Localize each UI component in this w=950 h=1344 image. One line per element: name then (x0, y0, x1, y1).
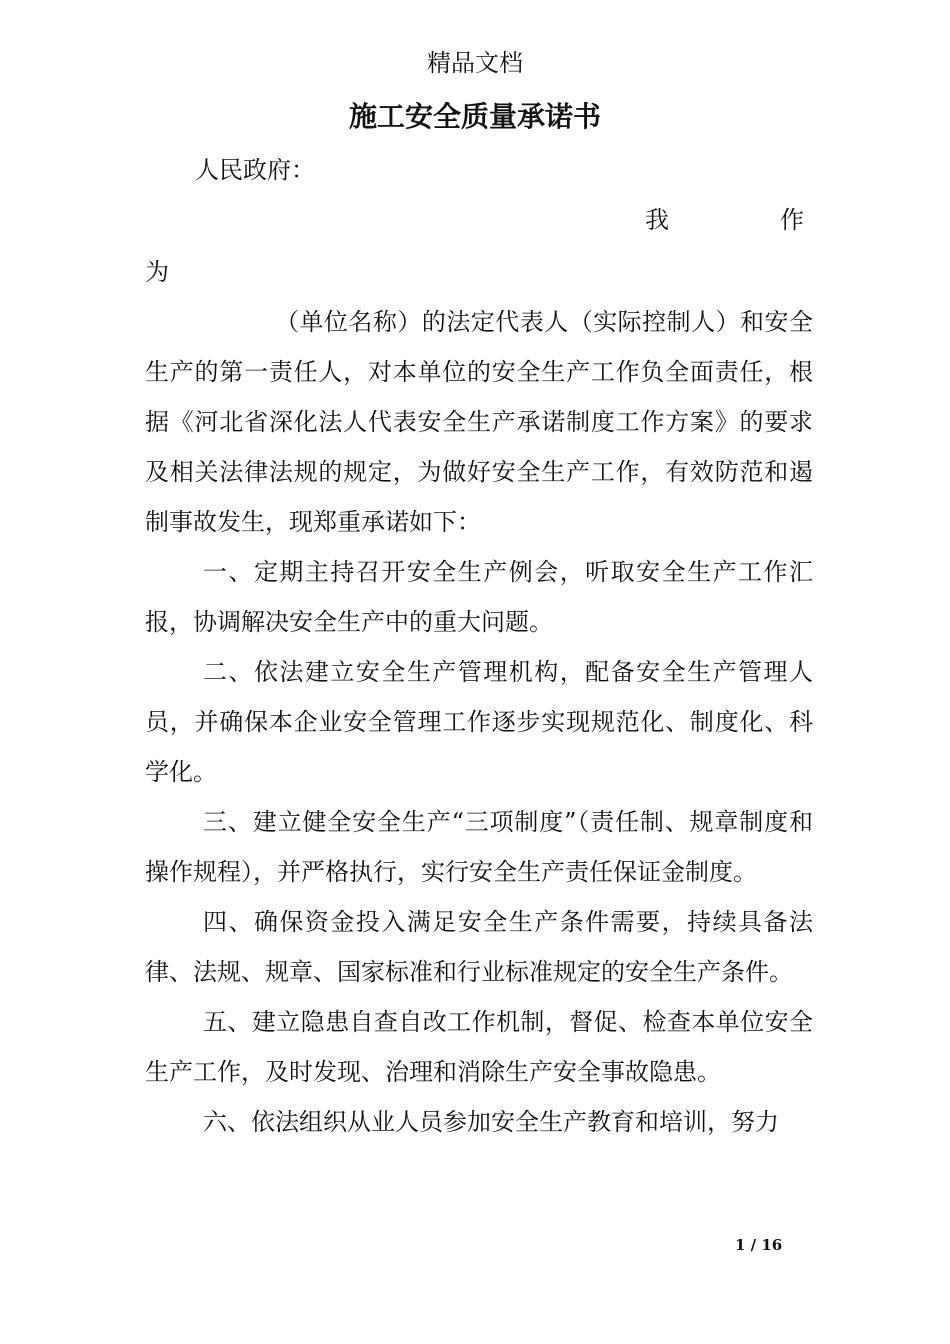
commitment-item-2: 二、依法建立安全生产管理机构，配备安全生产管理人员，并确保本企业安全管理工作逐步实现规范化、制度化、科学化。 (145, 658, 813, 786)
page-number: 1 / 16 (735, 1236, 783, 1254)
salutation: 人民政府： (195, 156, 315, 184)
intro-paragraph (145, 297, 813, 547)
page-header: 精品文档 (427, 49, 523, 77)
commitment-item-4: 四、确保资金投入满足安全生产条件需要，持续具备法律、法规、规章、国家标准和行业标准规定的安全生产条件。 (145, 908, 813, 986)
intro-word-wei: 为 (145, 258, 169, 286)
commitment-item-5: 五、建立隐患自查自改工作机制，督促、检查本单位安全生产工作，及时发现、治理和消除生产安全事故隐患。 (145, 1008, 813, 1086)
document-title: 施工安全质量承诺书 (348, 100, 601, 133)
intro-word-wo: 我 (645, 206, 669, 234)
intro-text: （单位名称）的法定代表人（实际控制人）和安全生产的第一责任人，对本单位的安全生产工作负全面责任，根据《河北省深化法人代表安全生产承诺制度工作方案》的要求及相关法律法规的规定，为做好安全生产工作，有效防范和遏制事故发生，现郑重承诺如下： (145, 308, 813, 536)
commitment-item-1: 一、定期主持召开安全生产例会，听取安全生产工作汇报，协调解决安全生产中的重大问题。 (145, 558, 813, 636)
intro-word-zuo: 作 (780, 206, 804, 234)
commitment-list (145, 547, 813, 1147)
commitment-item-6: 六、依法组织从业人员参加安全生产教育和培训，努力 (203, 1108, 779, 1136)
commitment-item-3: 三、建立健全安全生产“三项制度”（责任制、规章制度和操作规程），并严格执行，实行安全生产责任保证金制度。 (145, 808, 813, 886)
